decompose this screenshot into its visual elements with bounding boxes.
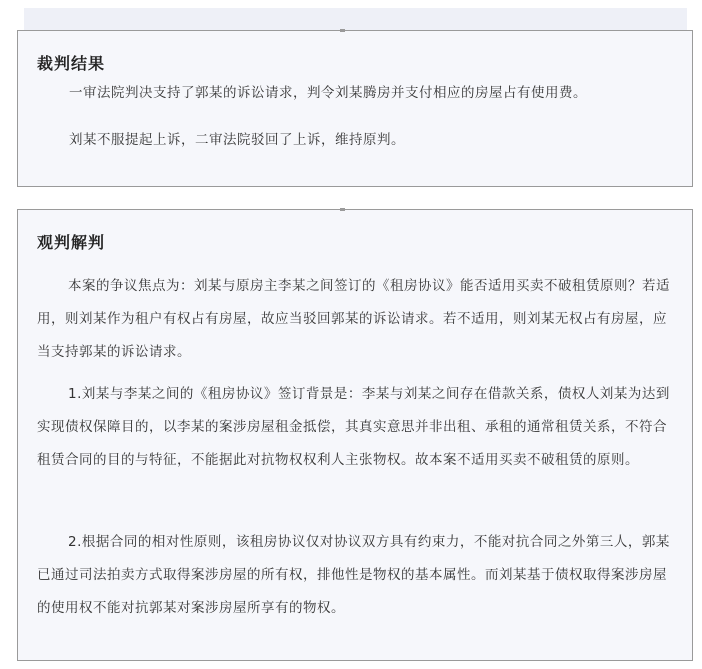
paragraph: 刘某不服提起上诉，二审法院驳回了上诉，维持原判。 [69,132,405,148]
divider-mark [340,208,345,211]
paragraph: 一审法院判决支持了郭某的诉讼请求，判令刘某腾房并支付相应的房屋占有使用费。 [69,85,587,101]
section-heading: 裁判结果 [37,54,106,73]
paragraph: 1.刘某与李某之间的《租房协议》签订背景是：李某与刘某之间存在借款关系，债权人刘某为达到实现债权保障目的，以李某的案涉房屋租金抵偿，其真实意思并非出租、承租的通常租赁关系，不符合租赁合同的目的与特征，不能据此对抗物权权利人主张物权。故本案不适用买卖不破租赁的原则。 [37,386,670,468]
divider-mark [340,29,345,32]
paragraph: 本案的争议焦点为：刘某与原房主李某之间签订的《租房协议》能否适用买卖不破租赁原则？若适用，则刘某作为租户有权占有房屋，故应当驳回郭某的诉讼请求。若不适用，则刘某无权占有房屋，应当支持郭某的诉讼请求。 [37,278,670,360]
ruling-result-card [17,30,693,187]
section-heading: 观判解判 [37,233,106,252]
paragraph: 2.根据合同的相对性原则，该租房协议仅对协议双方具有约束力，不能对抗合同之外第三人，郭某已通过司法拍卖方式取得案涉房屋的所有权，排他性是物权的基本属性。而刘某基于债权取得案涉房屋的使用权不能对抗郭某对案涉房屋所享有的物权。 [37,534,670,616]
analysis-card [17,209,693,661]
top-band [24,8,687,30]
